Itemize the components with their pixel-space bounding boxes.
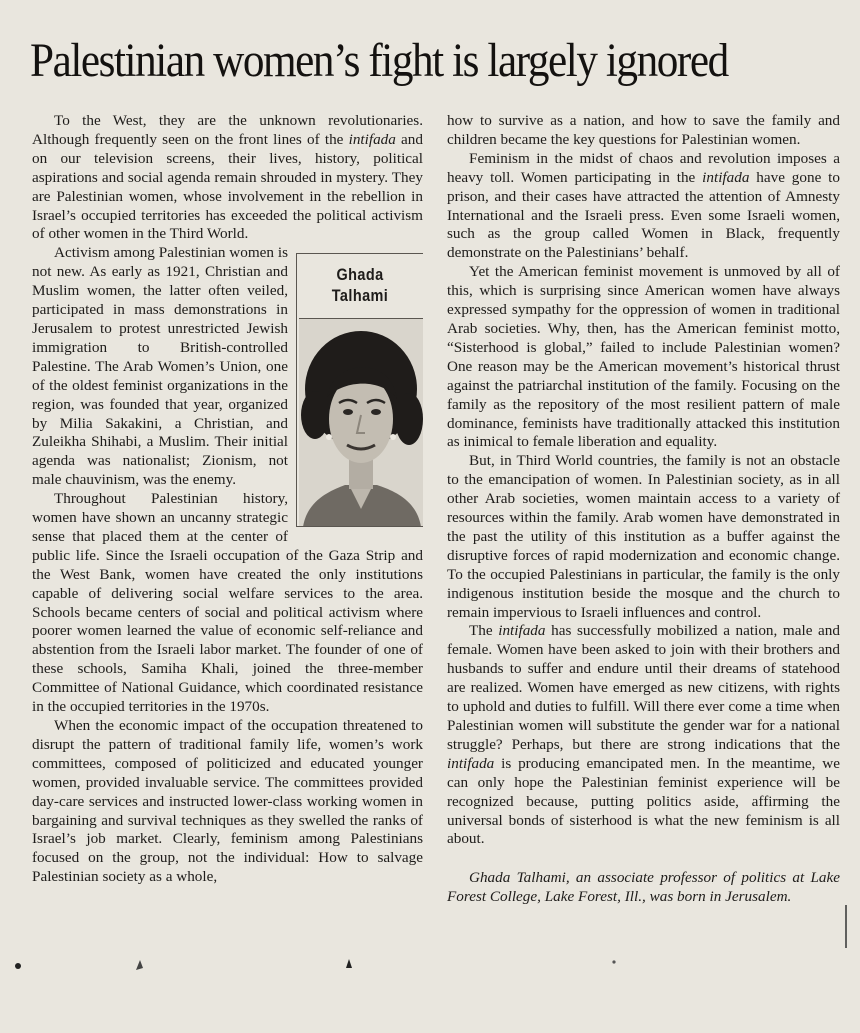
paragraph: But, in Third World countries, the family is not an obstacle to the emancipation of women. In Palestinian society, as in all other Arab societies, women maintain access to a variety of resources within the family. Arab women have demonstrated in the past the utility of this institution as a buffer against the disruptive forces of rapid modernization and economic change. To the occupied Palestinians in particular, the family is the only indigenous institution beside the mosque and the church to remain impervious to Israeli influences and control. bbox=[447, 452, 840, 621]
paragraph: Activism among Palestinian women is not new. As early as 1921, Christian and Muslim women, the latter often veiled, participated in mass demonstrations in Jerusalem to protest unrestricted Jewish immigration to British-controlled Palestine. The Arab Women’s Union, one of the oldest feminist organizations in the region, was founded that year, organized by Milia Sakakini, a Christian, and Zuleikha Shihabi, a Muslim. Their initial agenda was nationalist; Zionism, not male chauvinism, was the enemy. bbox=[32, 244, 288, 489]
paragraph: Throughout Palestinian history, women have shown an uncanny strategic sense that placed them at the center of public life. Since the Israeli occupation of the Gaza Strip and the West Bank, women have created the only institutions capable of delivering social welfare services to the area. Schools became centers of social and political activism where poorer women learned the value of economic self-reliance and abstention from the Israeli labor market. The founder of one of these schools, Samiha Khali, joined the three-member Committee of National Guidance, which coordinated resistance in the occupied territories in the 1970s. bbox=[32, 490, 423, 716]
byline-first: Ghada bbox=[336, 265, 384, 285]
paragraph: Feminism in the midst of chaos and revolution imposes a heavy toll. Women participating in the intifada have gone to prison, and their cases have attracted the attention of Amnesty International and the Israeli press. Even some Israeli women, such as the group called Women in Black, frequently demonstrate on the Palestinians’ behalf. bbox=[447, 149, 840, 262]
headline: Palestinian women’s fight is largely ignored bbox=[30, 34, 728, 87]
paragraph: The intifada has successfully mobilized a nation, male and female. Women have been asked to join with their brothers and husbands to suffer and endure until their dreams of statehood are realized. Women have emerged as new citizens, with rights to uphold and duties to fulfill. Will there ever come a time when Palestinian women will substitute the gender war for a national struggle? Perhaps, but there are strong indications that the intifada is producing emancipated men. In the meantime, we can only hope the Palestinian feminist experience will be recognized because, putting politics aside, affirming the universal bonds of sisterhood is what the new feminism is all about. bbox=[447, 622, 840, 848]
paragraph: Yet the American feminist movement is unmoved by all of this, which is surprising since American women have always expressed sympathy for the oppression of women in traditional Arab societies. Why, then, has the American feminist motto, “Sisterhood is global,” failed to include Palestinian women? One reason may be the American movement’s historical thrust against the patriarchal institution of the family. Focusing on the family as the repository of the most resilient pattern of male dominance, feminists have traditionally attacked this institution as inimical to female liberation and equality. bbox=[447, 263, 840, 451]
paragraph: To the West, they are the unknown revolutionaries. Although frequently seen on the front lines of the intifada and on our television screens, their lives, history, political aspirations and social agenda remain shrouded in mystery. They are Palestinian women, whose involvement in the rebellion in Israel’s occupied territories has exceeded the political activism of other women in the Third World. bbox=[32, 112, 423, 243]
author-credit: Ghada Talhami, an associate professor of politics at Lake Forest College, Lake Forest, Ill., was born in Jerusalem. bbox=[447, 869, 840, 906]
paragraph: When the economic impact of the occupation threatened to disrupt the pattern of traditional family life, women’s work committees, composed of politicized and educated younger women, provided invaluable service. The committees provided day-care services and instructed lower-class working women in bargaining and survival techniques as they swelled the ranks of Israel’s job market. Clearly, feminism among Palestinians focused on the group, not the individual: How to salvage Palestinian society as a whole, bbox=[32, 717, 423, 886]
byline-last: Talhami bbox=[331, 286, 389, 306]
paragraph: how to survive as a nation, and how to save the family and children became the key questions for Palestinian women. bbox=[447, 112, 840, 148]
